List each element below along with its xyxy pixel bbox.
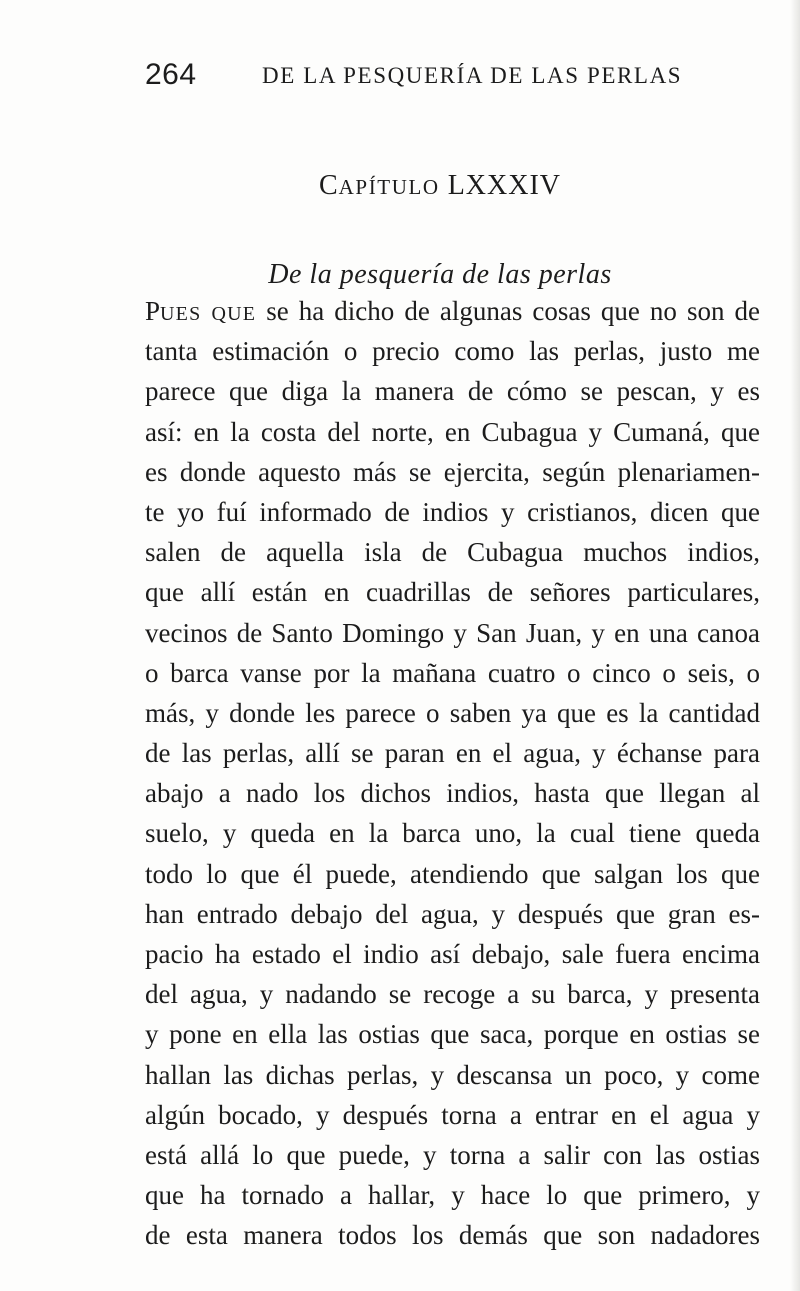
text-line: tanta estimación o precio como las perlas, justo me	[145, 336, 760, 367]
page-edge-shadow	[790, 0, 800, 1291]
text-line: algún bocado, y después torna a entrar en el agua y	[145, 1099, 760, 1130]
text-line: salen de aquella isla de Cubagua muchos indios,	[145, 537, 760, 568]
text-line: está allá lo que puede, y torna a salir con las ostias	[145, 1139, 760, 1170]
running-title: DE LA PESQUERÍA DE LAS PERLAS	[262, 63, 683, 88]
text-line: de esta manera todos los demás que son nadadores	[145, 1220, 760, 1251]
text-line: vecinos de Santo Domingo y San Juan, y en una canoa	[145, 617, 760, 648]
text-line: pacio ha estado el indio así debajo, sale fuera encima	[145, 939, 760, 969]
opening-first-word-rest: UES	[160, 303, 202, 325]
opening-initial: P	[145, 296, 161, 326]
text-line: que ha tornado a hallar, y hace lo que primero, y	[145, 1180, 760, 1211]
body-text	[145, 291, 760, 1256]
text-line: suelo, y queda en la barca uno, la cual tiene queda	[145, 818, 760, 849]
opening-second-word: QUE	[211, 303, 257, 325]
text-line: te yo fuí informado de indios y cristianos, dicen que	[145, 496, 760, 527]
text-line: y pone en ella las ostias que saca, porque en ostias se	[145, 1019, 760, 1050]
page-number: 264	[145, 58, 197, 91]
text-line: abajo a nado los dichos indios, hasta que llegan al	[145, 778, 760, 809]
text-line: todo lo que él puede, atendiendo que salgan los que	[145, 858, 760, 889]
text-line-1-rest: se ha dicho de algunas cosas que no son de	[256, 296, 760, 326]
text-line: de las perlas, allí se paran en el agua, y échanse para	[145, 738, 760, 769]
text-line: es donde aquesto más se ejercita, según plenariamen-	[145, 456, 760, 487]
text-line: que allí están en cuadrillas de señores particulares,	[145, 577, 760, 608]
text-line: así: en la costa del norte, en Cubagua y Cumaná, que	[145, 416, 760, 447]
chapter-heading	[145, 170, 735, 202]
text-line: han entrado debajo del agua, y después que gran es-	[145, 898, 760, 929]
chapter-label-rest: APÍTULO	[338, 175, 440, 199]
text-line: hallan las dichas perlas, y descansa un poco, y come	[145, 1059, 760, 1090]
chapter-label-initial: C	[318, 170, 339, 201]
chapter-subtitle: De la pesquería de las perlas	[268, 259, 612, 290]
running-head	[145, 58, 705, 102]
text-line: del agua, y nadando se recoge a su barca, y presenta	[145, 979, 760, 1010]
text-line-1	[145, 291, 760, 331]
chapter-number: LXXXIV	[447, 170, 562, 201]
text-line: o barca vanse por la mañana cuatro o cinco o seis, o	[145, 657, 760, 688]
text-line: parece que diga la manera de cómo se pescan, y es	[145, 376, 760, 407]
text-line: más, y donde les parece o saben ya que es la cantidad	[145, 697, 760, 728]
